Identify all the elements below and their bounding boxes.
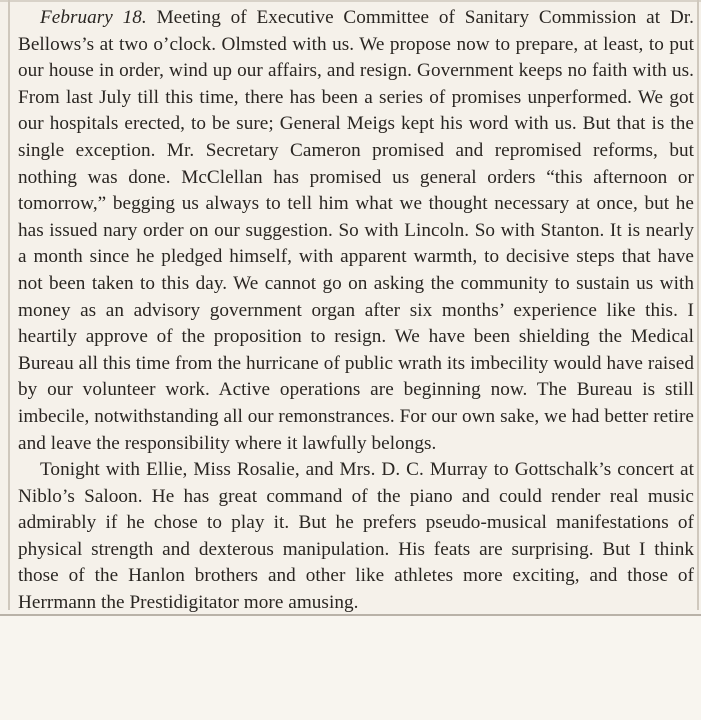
entry-date: February 18. (40, 7, 147, 28)
entry-paragraph-1 (18, 5, 694, 457)
page-right-edge (697, 0, 699, 610)
entry-paragraph-1-text: Meeting of Executive Committee of Sanitary Commission at Dr. Bellows’s at two o’clock. Olmsted with us. We propose now to prepare, at least, to put our house in order, wind up our affairs, and resign. Government keeps no faith with us. From last July till this time, there has been a series of promises unperformed. We got our hospitals erected, to be sure; General Meigs kept his word with us. But that is the single exception. Mr. Secretary Cameron promised and repromised reforms, but nothing was done. McClellan has promised us general orders “this afternoon or tomorrow,” begging us always to tell him what we thought necessary at once, but he has issued nary order on our suggestion. So with Lincoln. So with Stanton. It is nearly a month since he pledged himself, with apparent warmth, to decisive steps that have not been taken to this day. We cannot go on asking the community to sustain us with money as an advisory government organ after six months’ experience like this. I heartily approve of the proposition to resign. We have been shielding the Medical Bureau all this time from the hurricane of public wrath its imbecility would have raised by our volunteer work. Active operations are beginning now. The Bureau is still imbecile, notwithstanding all our remonstrances. For our own sake, we had better retire and leave the responsibility where it lawfully belongs. (18, 7, 694, 454)
page-left-edge (8, 0, 10, 610)
diary-entry (18, 5, 694, 710)
entry-paragraph-2: Tonight with Ellie, Miss Rosalie, and Mrs. D. C. Murray to Gottschalk’s concert at Niblo’s Saloon. He has great command of the piano and could render real music admirably if he chose to play it. But he prefers pseudo-musical manifestations of physical strength and dexterous manipulation. His feats are surprising. But I think those of the Hanlon brothers and other like athletes more exciting, and those of Herrmann the Prestidigitator more amusing. (18, 459, 694, 614)
page-top-edge (0, 0, 701, 2)
